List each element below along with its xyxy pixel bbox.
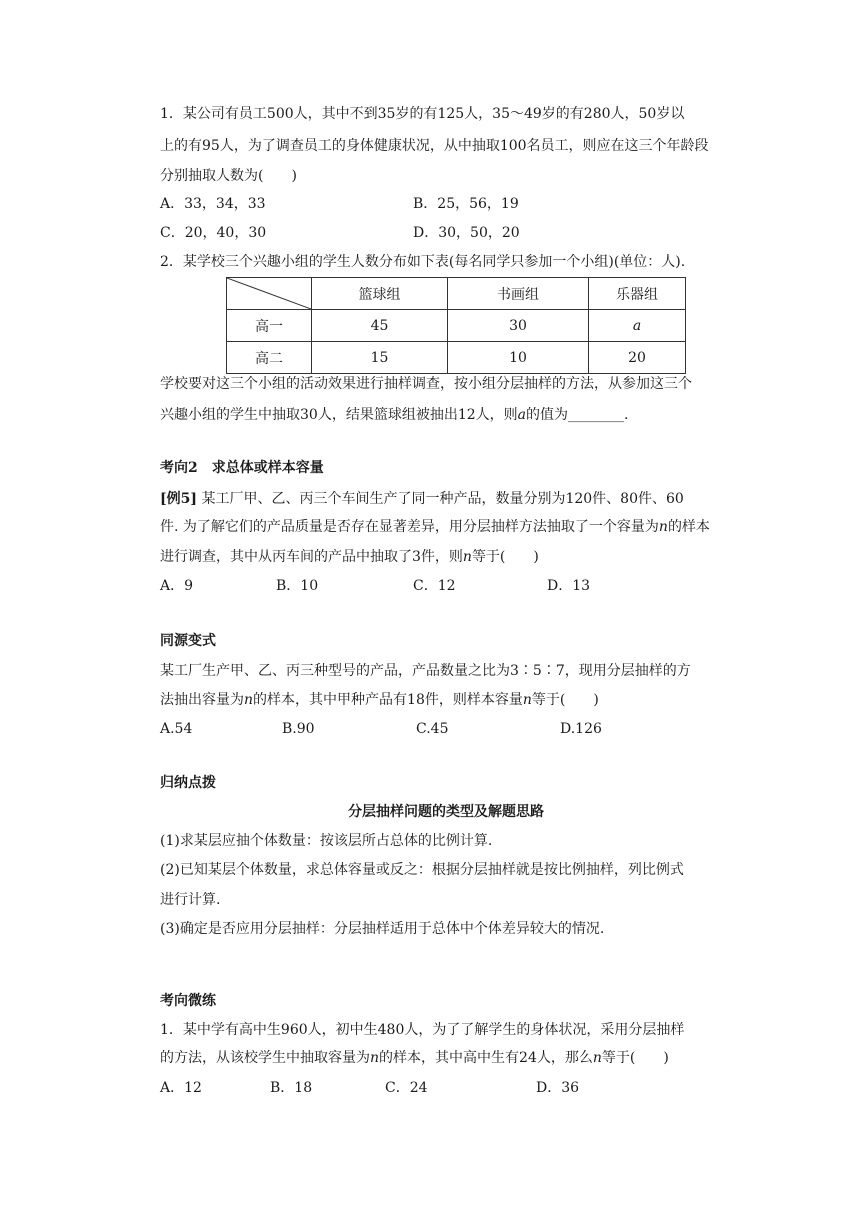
example5-line3b: 等于( ) xyxy=(471,549,539,565)
var-n: n xyxy=(658,519,668,535)
q2-line3 xyxy=(160,405,732,425)
table-cell: 10 xyxy=(448,342,589,374)
q1-option-d: D．30，50，20 xyxy=(413,225,520,241)
variant-line1: 某工厂生产甲、乙、丙三种型号的产品，产品数量之比为3∶5∶7，现用分层抽样的方 xyxy=(160,663,691,679)
table-header-calligraphy: 书画组 xyxy=(448,278,589,310)
q2-line3-tail: 的值为________. xyxy=(526,407,629,423)
variant-title: 同源变式 xyxy=(160,633,216,649)
q2-line3-text: 兴趣小组的学生中抽取30人，结果篮球组被抽出12人，则 xyxy=(160,407,518,423)
var-n: n xyxy=(462,549,472,565)
variant-line2a: 法抽出容量为 xyxy=(160,692,244,708)
practice-option-c: C．24 xyxy=(385,1080,428,1096)
q1-option-b: B．25，56，19 xyxy=(413,196,519,212)
table-cell xyxy=(589,310,686,342)
var-n: n xyxy=(592,1050,602,1066)
practice-line1: 1．某中学有高中生960人，初中生480人，为了了解学生的身体状况，采用分层抽样 xyxy=(160,1022,685,1038)
practice-option-d: D．36 xyxy=(536,1080,580,1096)
section2-title: 考向2 求总体或样本容量 xyxy=(160,460,324,476)
table-header-basketball: 篮球组 xyxy=(312,278,448,310)
table-cell: 15 xyxy=(312,342,448,374)
example5-line2a: 件. 为了解它们的产品质量是否存在显著差异，用分层抽样方法抽取了一个容量为 xyxy=(160,519,659,535)
q1-option-c: C．20，40，30 xyxy=(160,225,267,241)
q2-line1: 2．某学校三个兴趣小组的学生人数分布如下表(每名同学只参加一个小组)(单位：人). xyxy=(160,254,686,270)
summary-p1: (1)求某层应抽个体数量：按该层所占总体的比例计算. xyxy=(160,833,493,849)
q2-table xyxy=(226,277,686,374)
q1-line2: 上的有95人，为了调查员工的身体健康状况，从中抽取100名员工，则应在这三个年龄段 xyxy=(160,138,709,154)
summary-subtitle: 分层抽样问题的类型及解题思路 xyxy=(348,804,544,820)
variant-option-d: D.126 xyxy=(560,721,602,737)
var-n: n xyxy=(370,1050,380,1066)
example5-line1-text: 某工厂甲、乙、丙三个车间生产了同一种产品，数量分别为120件、80件、60 xyxy=(197,491,684,507)
q2-line2: 学校要对这三个小组的活动效果进行抽样调查，按小组分层抽样的方法，从参加这三个 xyxy=(160,376,692,392)
variant-option-a: A.54 xyxy=(160,721,193,737)
practice-option-b: B．18 xyxy=(270,1080,313,1096)
example5-line3 xyxy=(160,547,732,567)
table-cell: 20 xyxy=(589,342,686,374)
example5-line1 xyxy=(160,489,732,509)
var-n: n xyxy=(244,692,254,708)
diagonal-line-icon xyxy=(227,278,311,309)
example5-option-b: B．10 xyxy=(276,578,319,594)
summary-p3: (3)确定是否应用分层抽样：分层抽样适用于总体中个体差异较大的情况. xyxy=(160,921,605,937)
example-tag: [例5] xyxy=(160,491,197,507)
var-n: n xyxy=(522,692,532,708)
variant-line2c: 等于( ) xyxy=(531,692,599,708)
q1-line3: 分别抽取人数为( ) xyxy=(160,168,297,184)
variant-line2b: 的样本，其中甲种产品有18件，则样本容量 xyxy=(253,692,523,708)
variant-option-c: C.45 xyxy=(416,721,449,737)
table-cell: 45 xyxy=(312,310,448,342)
var-a: a xyxy=(632,317,642,334)
example5-option-a: A．9 xyxy=(160,578,194,594)
table-cell: 30 xyxy=(448,310,589,342)
example5-option-c: C．12 xyxy=(413,578,456,594)
table-row-label: 高二 xyxy=(227,342,312,374)
table-diagonal-header xyxy=(227,278,312,310)
variant-option-b: B.90 xyxy=(282,721,315,737)
practice-line2c: 等于( ) xyxy=(601,1050,669,1066)
example5-line3a: 进行调查，其中从丙车间的产品中抽取了3件，则 xyxy=(160,549,463,565)
q1-line1: 1．某公司有员工500人，其中不到35岁的有125人，35～49岁的有280人，50岁以 xyxy=(160,106,685,122)
practice-line2 xyxy=(160,1048,732,1068)
example5-line2b: 的样本 xyxy=(667,519,710,535)
summary-p2a: (2)已知某层个体数量，求总体容量或反之：根据分层抽样就是按比例抽样，列比例式 xyxy=(160,862,684,878)
q1-option-a: A．33，34，33 xyxy=(160,196,266,212)
summary-title: 归纳点拨 xyxy=(160,775,216,791)
table-row-label: 高一 xyxy=(227,310,312,342)
variant-line2 xyxy=(160,690,732,710)
var-a: a xyxy=(517,407,526,423)
summary-p2b: 进行计算. xyxy=(160,892,221,908)
practice-line2b: 的样本，其中高中生有24人，那么 xyxy=(379,1050,593,1066)
table-header-instrument: 乐器组 xyxy=(589,278,686,310)
practice-line2a: 的方法，从该校学生中抽取容量为 xyxy=(160,1050,370,1066)
example5-line2 xyxy=(160,517,732,537)
practice-title: 考向微练 xyxy=(160,993,216,1009)
practice-option-a: A．12 xyxy=(160,1080,202,1096)
example5-option-d: D．13 xyxy=(547,578,591,594)
